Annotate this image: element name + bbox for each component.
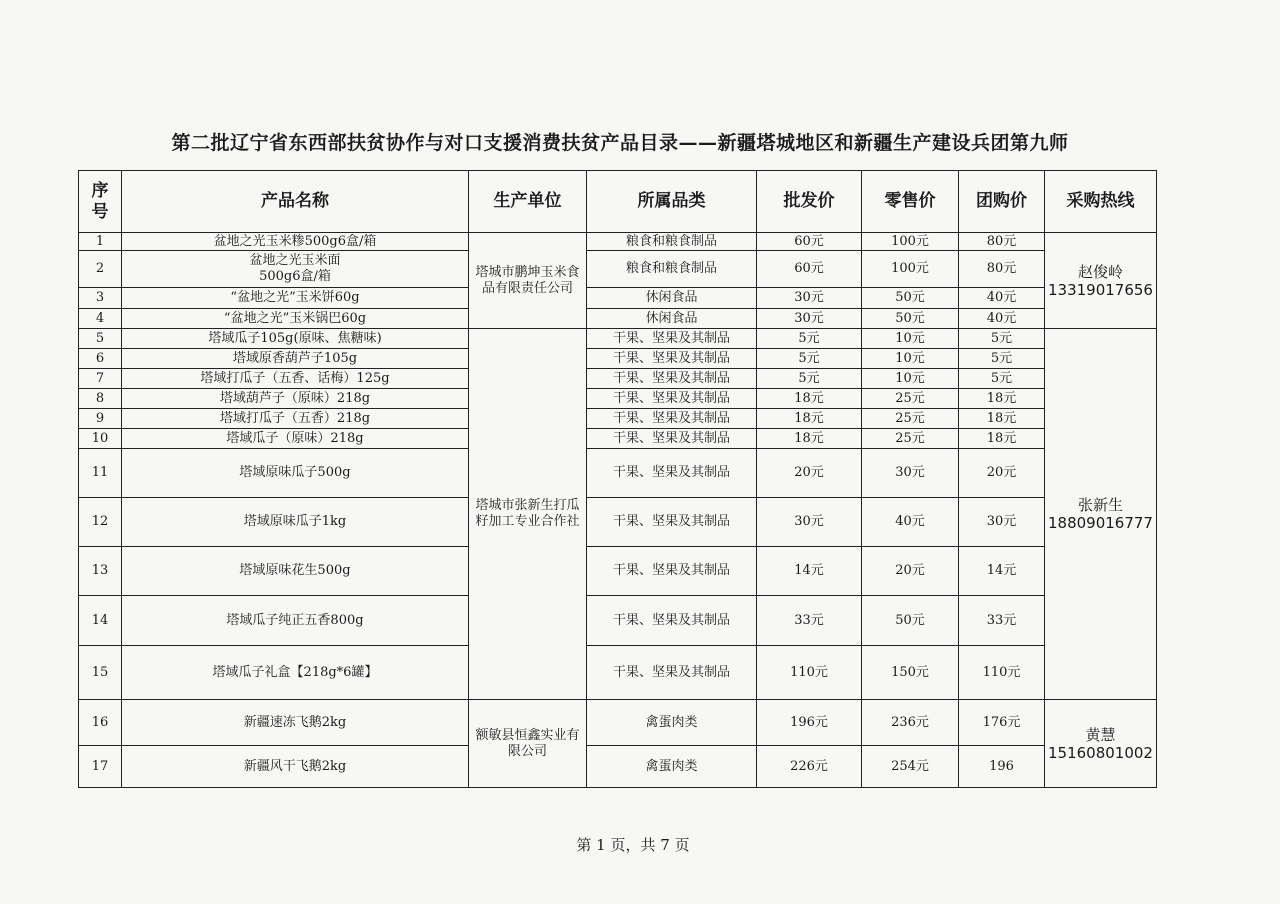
table-row (79, 251, 1157, 288)
table-row (79, 349, 1157, 369)
cell-category: 粮食和粮食制品 (587, 251, 757, 288)
cell-category: 干果、坚果及其制品 (587, 389, 757, 409)
table-row (79, 409, 1157, 429)
cell-hotline: 赵俊岭 13319017656 (1045, 233, 1157, 329)
cell-retail: 25元 (862, 389, 959, 409)
cell-seq: 8 (79, 389, 122, 409)
cell-hotline: 黄慧 15160801002 (1045, 700, 1157, 788)
cell-producer: 额敏县恒鑫实业有限公司 (469, 700, 587, 788)
cell-seq: 3 (79, 288, 122, 309)
cell-category: 干果、坚果及其制品 (587, 349, 757, 369)
cell-group: 40元 (959, 309, 1045, 329)
table-row (79, 596, 1157, 646)
cell-category: 干果、坚果及其制品 (587, 329, 757, 349)
cell-wholesale: 60元 (757, 233, 862, 251)
table-row (79, 646, 1157, 700)
cell-wholesale: 110元 (757, 646, 862, 700)
table-row (79, 700, 1157, 746)
cell-group: 30元 (959, 498, 1045, 547)
header-name: 产品名称 (122, 171, 469, 233)
cell-name: 塔域原味花生500g (122, 547, 469, 596)
cell-category: 粮食和粮食制品 (587, 233, 757, 251)
cell-category: 禽蛋肉类 (587, 700, 757, 746)
cell-wholesale: 33元 (757, 596, 862, 646)
cell-category: 干果、坚果及其制品 (587, 596, 757, 646)
cell-name: “盆地之光”玉米锅巴60g (122, 309, 469, 329)
cell-name: 塔域瓜子105g(原味、焦糖味) (122, 329, 469, 349)
header-seq: 序 号 (79, 171, 122, 233)
cell-retail: 100元 (862, 233, 959, 251)
cell-name: 塔域原味瓜子1kg (122, 498, 469, 547)
cell-category: 干果、坚果及其制品 (587, 498, 757, 547)
cell-category: 休闲食品 (587, 288, 757, 309)
page-footer: 第 1 页，共 7 页 (576, 836, 690, 854)
cell-name: 塔域瓜子（原味）218g (122, 429, 469, 449)
cell-name: 塔域葫芦子（原味）218g (122, 389, 469, 409)
header-row (79, 171, 1157, 233)
table-row (79, 389, 1157, 409)
cell-group: 110元 (959, 646, 1045, 700)
cell-category: 禽蛋肉类 (587, 746, 757, 788)
cell-seq: 9 (79, 409, 122, 429)
cell-hotline: 张新生 18809016777 (1045, 329, 1157, 700)
cell-seq: 4 (79, 309, 122, 329)
cell-wholesale: 60元 (757, 251, 862, 288)
table-row (79, 429, 1157, 449)
table-row (79, 288, 1157, 309)
cell-retail: 25元 (862, 429, 959, 449)
cell-group: 14元 (959, 547, 1045, 596)
cell-group: 5元 (959, 349, 1045, 369)
cell-wholesale: 18元 (757, 409, 862, 429)
table-row (79, 449, 1157, 498)
cell-wholesale: 18元 (757, 429, 862, 449)
cell-retail: 40元 (862, 498, 959, 547)
cell-wholesale: 196元 (757, 700, 862, 746)
cell-seq: 1 (79, 233, 122, 251)
cell-retail: 30元 (862, 449, 959, 498)
cell-category: 干果、坚果及其制品 (587, 409, 757, 429)
header-wholesale: 批发价 (757, 171, 862, 233)
table-row (79, 309, 1157, 329)
cell-retail: 50元 (862, 288, 959, 309)
cell-seq: 2 (79, 251, 122, 288)
header-producer: 生产单位 (469, 171, 587, 233)
table-row (79, 746, 1157, 788)
cell-group: 80元 (959, 233, 1045, 251)
cell-group: 18元 (959, 409, 1045, 429)
cell-group: 5元 (959, 369, 1045, 389)
table-row (79, 369, 1157, 389)
cell-wholesale: 18元 (757, 389, 862, 409)
cell-retail: 254元 (862, 746, 959, 788)
cell-group: 18元 (959, 429, 1045, 449)
cell-group: 33元 (959, 596, 1045, 646)
cell-retail: 10元 (862, 369, 959, 389)
cell-group: 196 (959, 746, 1045, 788)
cell-retail: 20元 (862, 547, 959, 596)
cell-retail: 25元 (862, 409, 959, 429)
cell-seq: 11 (79, 449, 122, 498)
header-hotline: 采购热线 (1045, 171, 1157, 233)
cell-retail: 100元 (862, 251, 959, 288)
cell-name: 塔域打瓜子（五香）218g (122, 409, 469, 429)
cell-producer: 塔城市张新生打瓜籽加工专业合作社 (469, 329, 587, 700)
cell-name: 塔域原香葫芦子105g (122, 349, 469, 369)
cell-group: 18元 (959, 389, 1045, 409)
cell-name: 盆地之光玉米糁500g6盒/箱 (122, 233, 469, 251)
cell-group: 176元 (959, 700, 1045, 746)
cell-group: 40元 (959, 288, 1045, 309)
cell-seq: 6 (79, 349, 122, 369)
cell-group: 20元 (959, 449, 1045, 498)
cell-retail: 10元 (862, 349, 959, 369)
header-category: 所属品类 (587, 171, 757, 233)
cell-category: 干果、坚果及其制品 (587, 646, 757, 700)
cell-group: 80元 (959, 251, 1045, 288)
cell-name: “盆地之光”玉米饼60g (122, 288, 469, 309)
cell-category: 干果、坚果及其制品 (587, 547, 757, 596)
cell-retail: 236元 (862, 700, 959, 746)
cell-wholesale: 226元 (757, 746, 862, 788)
cell-wholesale: 5元 (757, 329, 862, 349)
cell-seq: 7 (79, 369, 122, 389)
cell-seq: 13 (79, 547, 122, 596)
cell-name: 新疆风干飞鹅2kg (122, 746, 469, 788)
cell-name: 新疆速冻飞鹅2kg (122, 700, 469, 746)
cell-wholesale: 14元 (757, 547, 862, 596)
cell-category: 干果、坚果及其制品 (587, 369, 757, 389)
cell-seq: 15 (79, 646, 122, 700)
cell-wholesale: 30元 (757, 288, 862, 309)
cell-seq: 10 (79, 429, 122, 449)
cell-producer: 塔城市鹏坤玉米食品有限责任公司 (469, 233, 587, 329)
table-row (79, 498, 1157, 547)
document-title: 第二批辽宁省东西部扶贫协作与对口支援消费扶贫产品目录——新疆塔城地区和新疆生产建设兵团第九师 (171, 132, 1069, 154)
cell-retail: 150元 (862, 646, 959, 700)
header-retail: 零售价 (862, 171, 959, 233)
cell-name: 盆地之光玉米面 500g6盒/箱 (122, 251, 469, 288)
cell-name: 塔域瓜子礼盒【218g*6罐】 (122, 646, 469, 700)
cell-name: 塔域打瓜子（五香、话梅）125g (122, 369, 469, 389)
cell-seq: 12 (79, 498, 122, 547)
cell-category: 干果、坚果及其制品 (587, 449, 757, 498)
cell-group: 5元 (959, 329, 1045, 349)
table-row (79, 329, 1157, 349)
product-table (78, 170, 1157, 788)
cell-wholesale: 20元 (757, 449, 862, 498)
cell-wholesale: 5元 (757, 349, 862, 369)
table-row (79, 547, 1157, 596)
table-row (79, 233, 1157, 251)
cell-seq: 14 (79, 596, 122, 646)
cell-name: 塔域瓜子纯正五香800g (122, 596, 469, 646)
header-group: 团购价 (959, 171, 1045, 233)
cell-seq: 16 (79, 700, 122, 746)
cell-wholesale: 30元 (757, 498, 862, 547)
cell-retail: 50元 (862, 309, 959, 329)
cell-name: 塔域原味瓜子500g (122, 449, 469, 498)
cell-wholesale: 30元 (757, 309, 862, 329)
cell-category: 休闲食品 (587, 309, 757, 329)
cell-retail: 50元 (862, 596, 959, 646)
cell-seq: 5 (79, 329, 122, 349)
cell-category: 干果、坚果及其制品 (587, 429, 757, 449)
cell-retail: 10元 (862, 329, 959, 349)
cell-wholesale: 5元 (757, 369, 862, 389)
cell-seq: 17 (79, 746, 122, 788)
